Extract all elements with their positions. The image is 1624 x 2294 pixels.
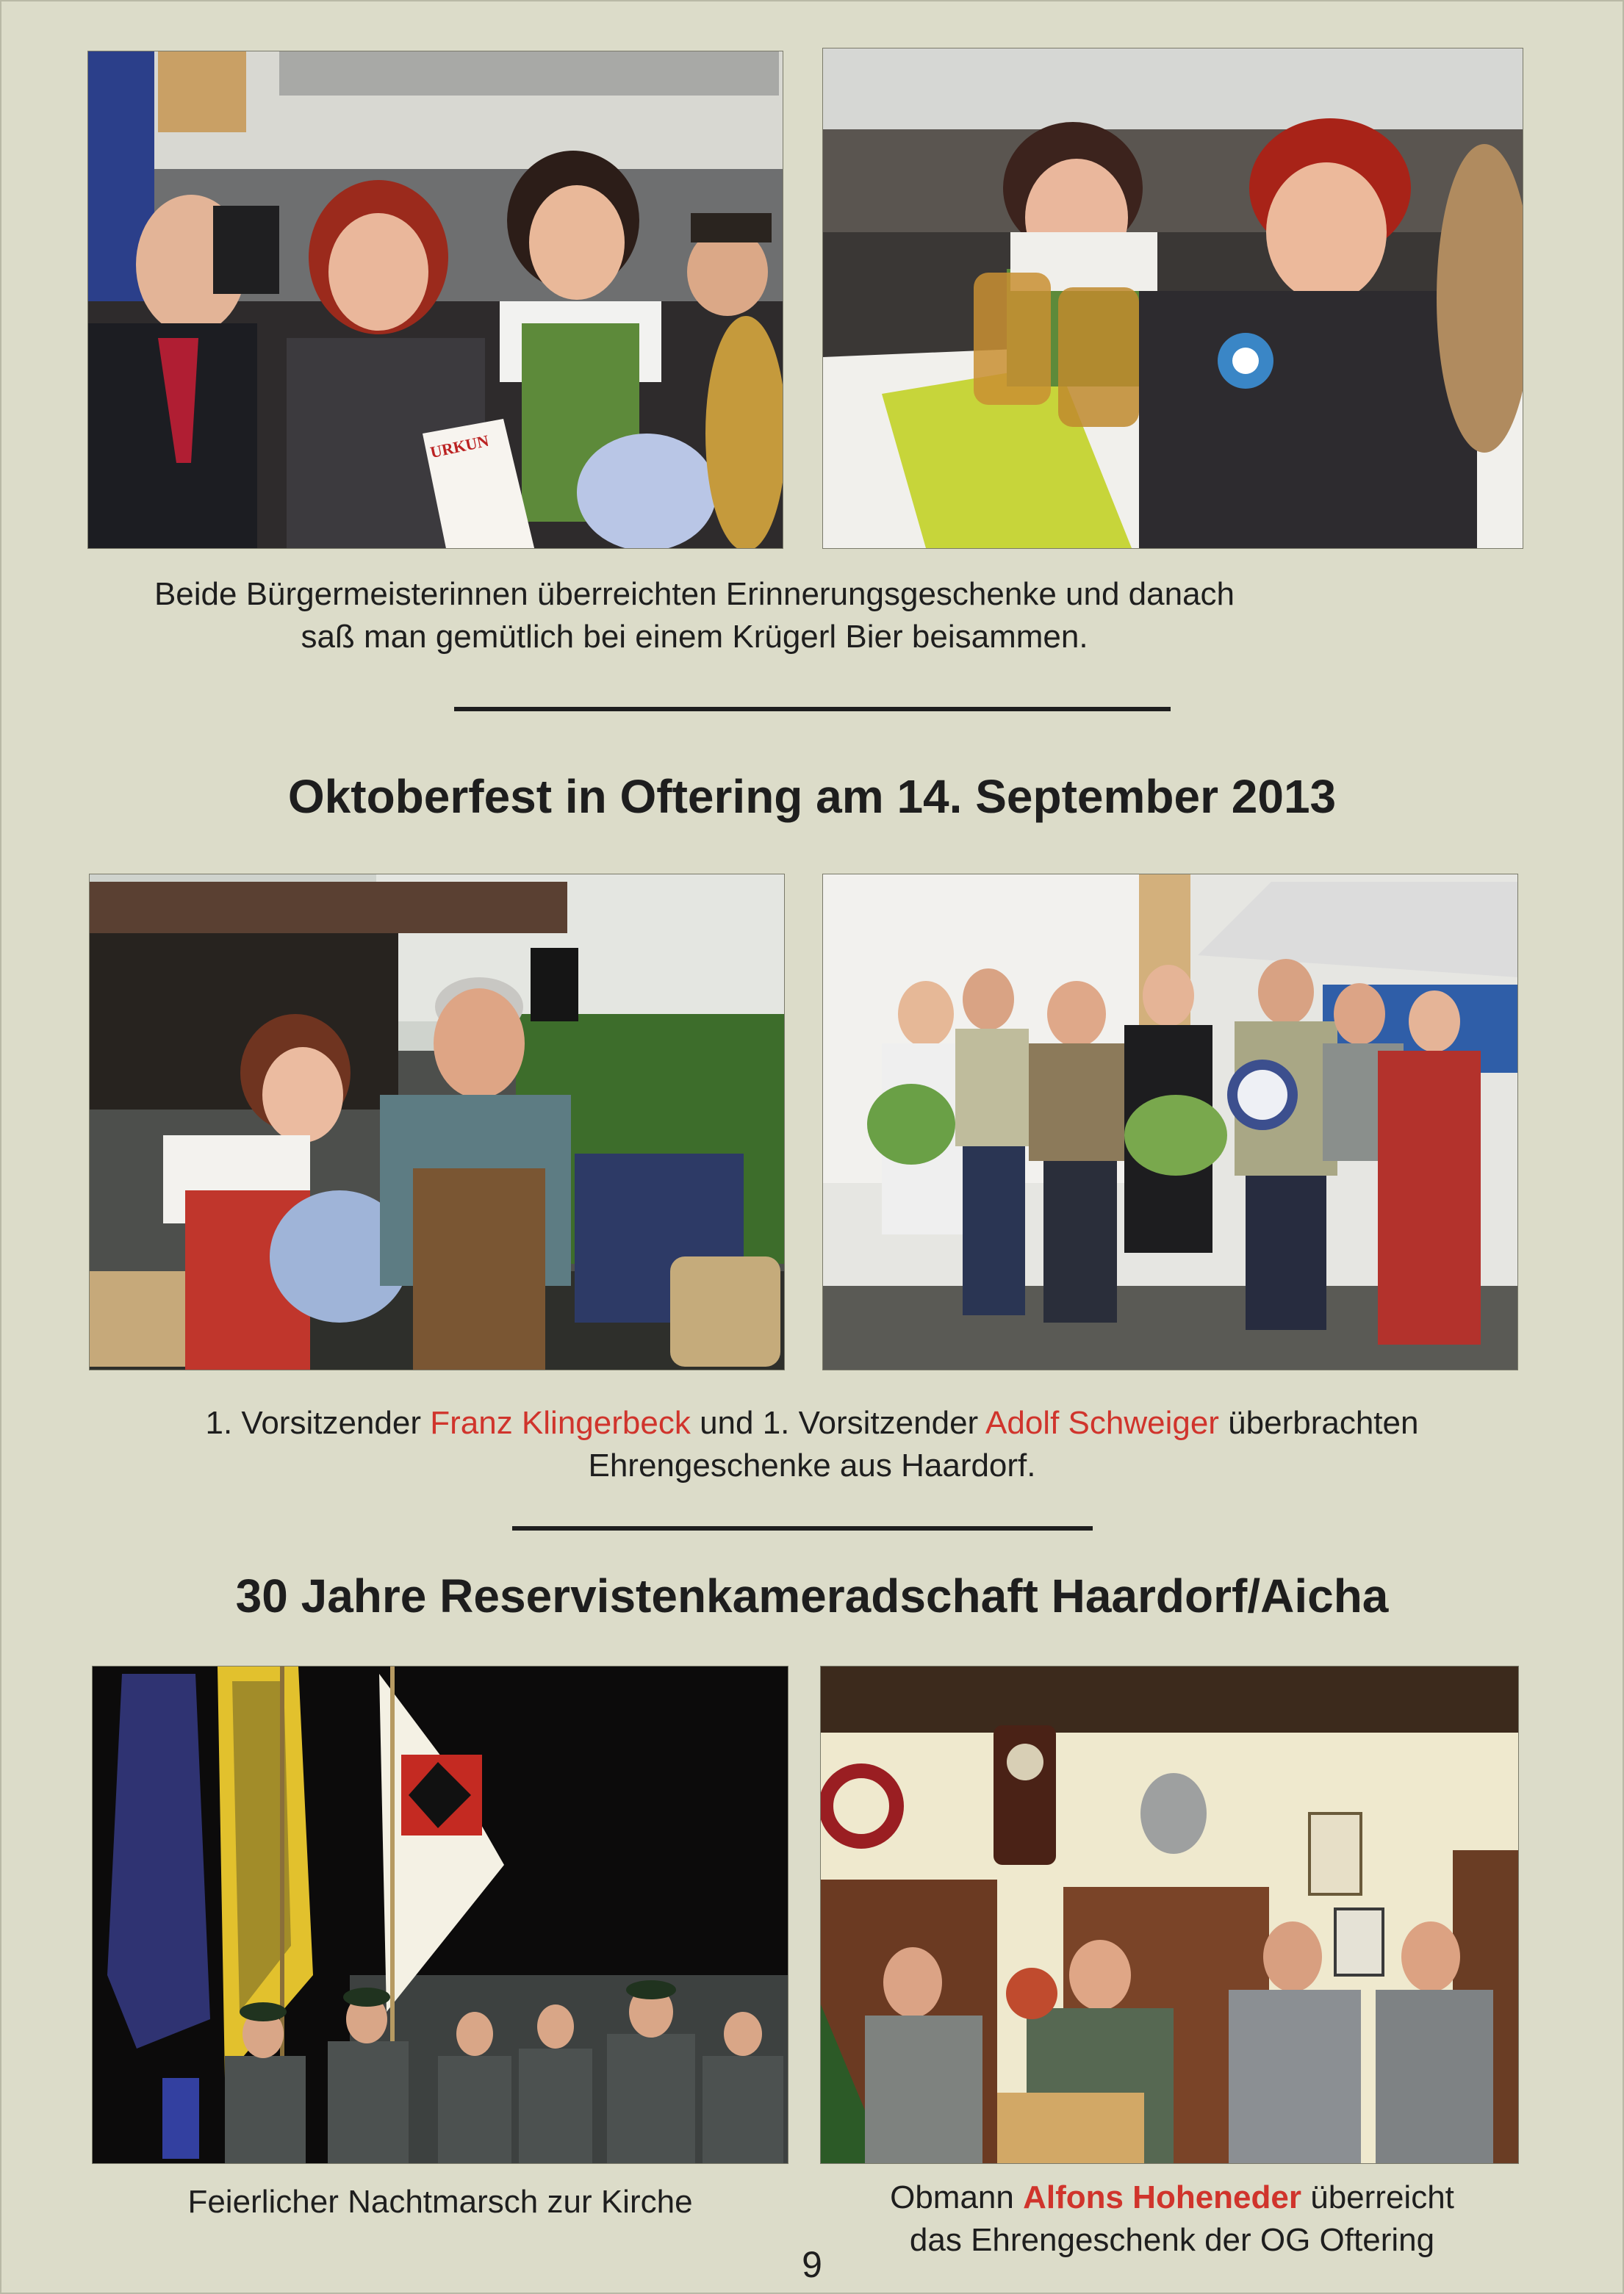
caption-section2-line2: Ehrengeschenke aus Haardorf. <box>588 1448 1036 1484</box>
section-title-reservisten: 30 Jahre Reservistenkameradschaft Haardorf/Aicha <box>235 1570 1389 1622</box>
caption-award-indoor-line2: das Ehrengeschenk der OG Oftering <box>909 2222 1435 2258</box>
section-title-oktoberfest: Oktoberfest in Oftering am 14. September 2013 <box>287 770 1337 823</box>
caption-section2-text-a: 1. Vorsitzender <box>205 1405 431 1441</box>
page-number: 9 <box>802 2244 822 2285</box>
caption-section2-text-c: überbrachten <box>1218 1405 1419 1441</box>
caption-section1-line1: Beide Bürgermeisterinnen überreichten Erinnerungsgeschenke und danach <box>154 576 1235 612</box>
photo-gift-presentation <box>90 874 784 1370</box>
certificate-sign: URKUN <box>428 431 491 462</box>
divider-2 <box>512 1526 1093 1531</box>
caption-section2 <box>73 1402 1551 1487</box>
caption-award-indoor-text-b: überreicht <box>1301 2179 1454 2215</box>
photo-award-indoor <box>821 1666 1518 2163</box>
caption-section2-text-b: und 1. Vorsitzender <box>690 1405 985 1441</box>
caption-award-indoor-text-a: Obmann <box>890 2179 1024 2215</box>
caption-section2-line1 <box>73 1402 1551 1445</box>
person-name-alfons-hoheneder: Alfons Hoheneder <box>1023 2179 1301 2215</box>
caption-night-march: Feierlicher Nachtmarsch zur Kirche <box>187 2184 693 2220</box>
photo-beer-toast <box>823 48 1523 548</box>
photo-group-oktoberfest <box>823 874 1517 1370</box>
divider-1 <box>454 707 1171 711</box>
person-name-adolf-schweiger: Adolf Schweiger <box>985 1405 1219 1441</box>
caption-section1 <box>73 573 1315 658</box>
photo-award-ceremony <box>88 51 783 548</box>
caption-award-indoor-line1 <box>805 2176 1539 2219</box>
photo-night-march <box>93 1666 788 2163</box>
person-name-franz-klingerbeck: Franz Klingerbeck <box>430 1405 691 1441</box>
caption-section1-line2: saß man gemütlich bei einem Krügerl Bier beisammen. <box>301 619 1088 655</box>
